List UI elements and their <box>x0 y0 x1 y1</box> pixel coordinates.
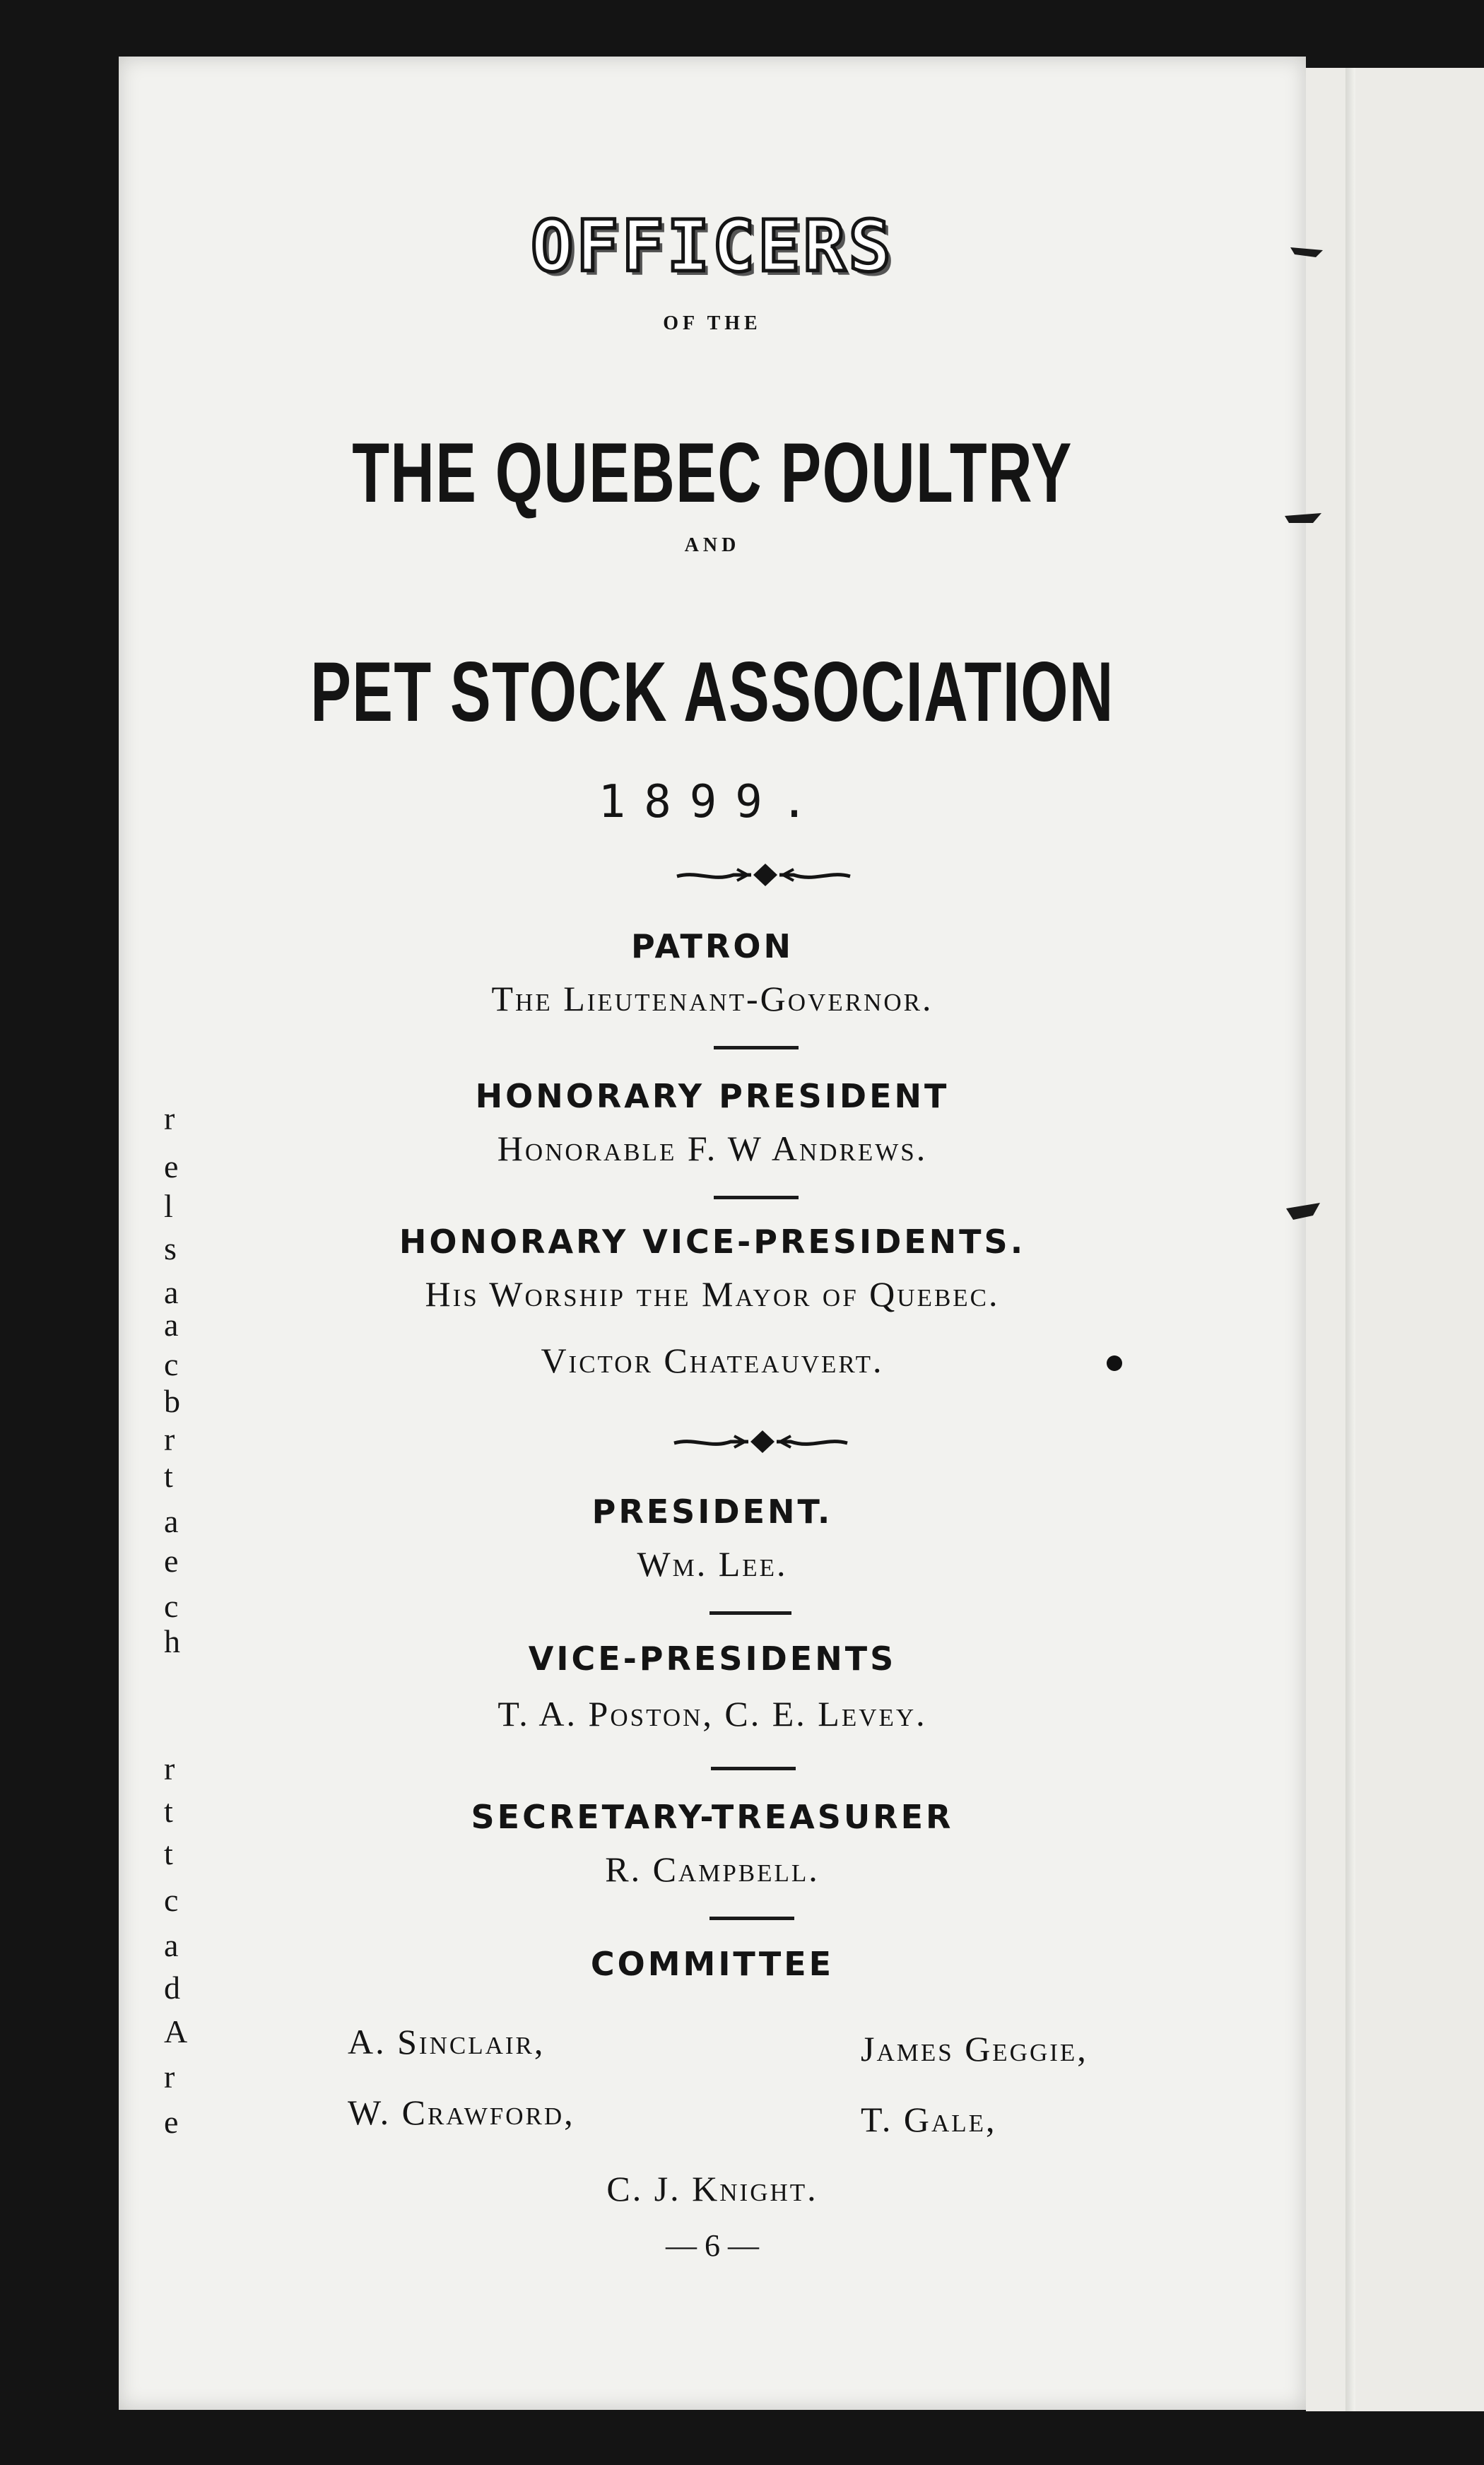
facing-text-fragment: t <box>164 1793 173 1829</box>
secretary-treasurer-name: R. Campbell. <box>605 1849 820 1889</box>
facing-text-fragment: e <box>164 2104 179 2140</box>
facing-text-fragment: r <box>164 1421 175 1457</box>
section-rule <box>714 1046 799 1049</box>
facing-text-fragment: h <box>164 1623 180 1659</box>
facing-text-fragment: t <box>164 1458 173 1494</box>
facing-text-fragment: A <box>164 2013 188 2049</box>
facing-text-fragment: a <box>164 1307 179 1343</box>
facing-text-fragment: e <box>164 1148 179 1184</box>
facing-text-fragment: r <box>164 2059 175 2095</box>
vice-presidents-names: T. A. Poston, C. E. Levey. <box>497 1694 927 1734</box>
facing-text-fragment: a <box>164 1274 179 1310</box>
association-title-line1: THE QUEBEC POULTRY <box>352 425 1073 520</box>
facing-text-fragment: c <box>164 1346 179 1382</box>
ink-speck <box>1107 1355 1122 1371</box>
facing-text-fragment: a <box>164 1503 179 1539</box>
secretary-treasurer-title: SECRETARY-TREASURER <box>471 1798 954 1836</box>
committee-member: W. Crawford, <box>348 2093 575 2132</box>
page-binding-marks <box>1279 233 1336 1237</box>
facing-text-fragment: l <box>164 1188 173 1224</box>
facing-text-fragment: c <box>164 1882 179 1918</box>
ornament-divider <box>667 1422 858 1461</box>
president-title: PRESIDENT. <box>591 1493 833 1531</box>
honorary-president-name: Honorable F. W Andrews. <box>497 1129 928 1168</box>
section-rule <box>709 1917 794 1920</box>
president-name: Wm. Lee. <box>637 1544 788 1584</box>
committee-member-center: C. J. Knight. <box>606 2169 818 2208</box>
page-number: — 6 — <box>666 2228 759 2263</box>
facing-text-fragment: c <box>164 1588 179 1624</box>
page-gutter <box>1345 68 1355 2411</box>
vice-presidents-title: VICE-PRESIDENTS <box>528 1640 897 1678</box>
section-rule <box>714 1196 799 1199</box>
facing-text-fragment: a <box>164 1927 179 1963</box>
honorary-president-title: HONORARY PRESIDENT <box>475 1077 950 1115</box>
honorary-vice-presidents-title: HONORARY VICE-PRESIDENTS. <box>399 1223 1026 1261</box>
facing-text-fragment: b <box>164 1383 180 1419</box>
and-label: AND <box>684 534 741 556</box>
facing-text-fragment: d <box>164 1970 180 2006</box>
facing-text-fragment: r <box>164 1100 175 1136</box>
patron-title: PATRON <box>631 927 794 965</box>
officers-heading: OFFICERS <box>531 205 894 288</box>
committee-member: James Geggie, <box>861 2029 1088 2069</box>
facing-text-fragment: t <box>164 1835 173 1871</box>
facing-text-fragment: e <box>164 1543 179 1579</box>
facing-text-fragment: r <box>164 1751 175 1787</box>
committee-member: A. Sinclair, <box>348 2022 546 2061</box>
officers-page <box>119 57 1306 2410</box>
facing-text-fragment: s <box>164 1230 177 1266</box>
patron-name: The Lieutenant-Governor. <box>491 979 934 1018</box>
association-title-line2: PET STOCK ASSOCIATION <box>310 645 1114 739</box>
section-rule <box>711 1767 796 1770</box>
honorary-vice-president-1: His Worship the Mayor of Quebec. <box>425 1274 1000 1314</box>
of-the-label: OF THE <box>663 312 762 334</box>
ornament-divider <box>670 855 861 895</box>
section-rule <box>709 1611 791 1615</box>
honorary-vice-president-2: Victor Chateauvert. <box>541 1341 884 1380</box>
year-label: 1899. <box>598 776 827 828</box>
committee-member: T. Gale, <box>861 2100 997 2139</box>
committee-title: COMMITTEE <box>590 1945 835 1983</box>
